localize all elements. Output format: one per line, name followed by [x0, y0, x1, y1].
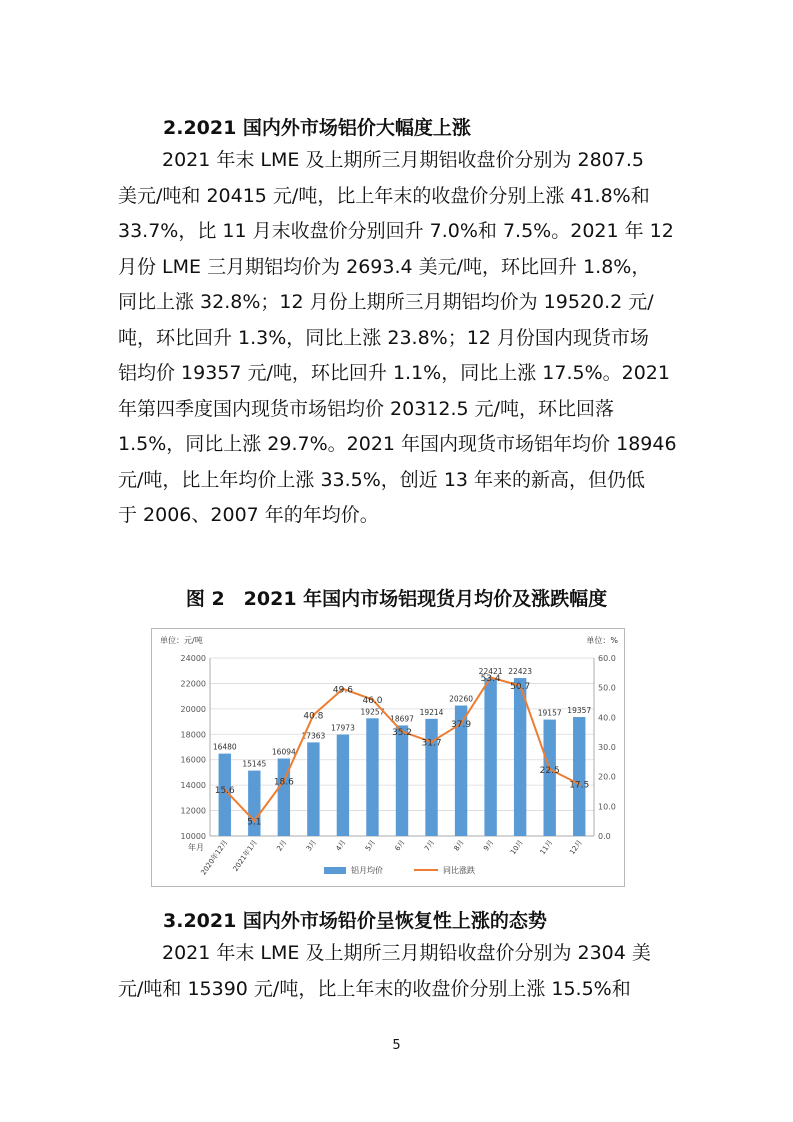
y-right-tick-label: 50.0	[598, 683, 616, 693]
page-number: 5	[392, 1038, 401, 1053]
bar-aluminum-price	[543, 720, 555, 836]
legend-label-yoy-change: 同比涨跌	[443, 866, 475, 875]
line-data-label: 17.5	[569, 780, 590, 791]
line-data-label: 49.6	[332, 685, 353, 696]
x-tick-label: 2020年12月	[199, 838, 230, 877]
x-tick-label: 2021年1月	[231, 838, 259, 873]
bar-data-label: 16480	[212, 742, 237, 752]
line-data-label: 35.2	[391, 728, 413, 739]
y-right-tick-label: 60.0	[598, 654, 616, 663]
y-right-tick-label: 10.0	[598, 802, 616, 812]
line-data-label: 53.4	[480, 674, 501, 685]
text-line: 1.5%，同比上涨 29.7%。2021 年国内现货市场铝年均价 18946	[118, 433, 677, 455]
legend-swatch-aluminum-price	[324, 867, 346, 874]
line-data-label: 50.7	[510, 682, 531, 693]
paragraph-aluminum	[118, 143, 678, 534]
y-left-unit-label: 单位：元/吨	[160, 636, 203, 645]
y-right-unit-label: 单位：%	[586, 636, 618, 645]
line-data-label: 37.9	[451, 720, 472, 731]
y-left-tick-label: 24000	[180, 654, 206, 663]
bar-aluminum-price	[484, 678, 496, 836]
bar-aluminum-price	[425, 719, 437, 836]
bar-data-label: 17363	[301, 731, 326, 741]
line-data-label: 22.5	[539, 765, 560, 776]
y-left-tick-label: 16000	[180, 755, 206, 765]
y-left-tick-label: 18000	[180, 730, 206, 740]
x-tick-label: 8月	[452, 838, 466, 853]
y-left-tick-label: 22000	[180, 679, 206, 689]
x-tick-label: 2月	[275, 838, 289, 853]
text-line: 2021 年末 LME 及上期所三月期铅收盘价分别为 2304 美	[162, 942, 651, 964]
section-heading-aluminum: 2.2021 国内外市场铝价大幅度上涨	[163, 117, 471, 139]
bar-data-label: 17973	[330, 723, 355, 733]
x-axis-prefix-label: 年月	[188, 843, 204, 852]
line-data-label: 15.6	[214, 786, 235, 797]
y-right-tick-label: 20.0	[598, 772, 616, 782]
bar-aluminum-price	[573, 717, 585, 836]
bar-data-label: 19214	[419, 707, 444, 717]
x-tick-label: 4月	[334, 838, 348, 853]
text-line: 2021 年末 LME 及上期所三月期铝收盘价分别为 2807.5	[162, 149, 644, 171]
bar-data-label: 22421	[478, 667, 503, 677]
text-line: 元/吨，比上年均价上涨 33.5%，创近 13 年来的新高，但仍低	[118, 468, 646, 491]
chart-canvas	[152, 629, 624, 886]
text-line: 于 2006、2007 年的年均价。	[118, 504, 379, 526]
text-line: 美元/吨和 20415 元/吨，比上年末的收盘价分别上涨 41.8%和	[118, 184, 650, 207]
bar-data-label: 15145	[242, 759, 267, 769]
aluminum-price-chart	[151, 628, 625, 887]
x-tick-label: 3月	[304, 838, 319, 853]
text-line: 年第四季度国内现货市场铝均价 20312.5 元/吨，环比回落	[118, 397, 615, 420]
text-line: 铝均价 19357 元/吨，环比回升 1.1%，同比上涨 17.5%。2021	[118, 362, 670, 384]
paragraph-lead	[118, 936, 678, 1007]
section-heading-lead: 3.2021 国内外市场铅价呈恢复性上涨的态势	[163, 910, 547, 932]
bar-data-label: 19357	[567, 706, 592, 716]
y-left-tick-label: 12000	[180, 806, 206, 816]
line-data-label: 18.6	[273, 777, 294, 788]
y-left-tick-label: 10000	[180, 832, 206, 841]
bar-data-label: 20260	[449, 694, 474, 704]
bar-data-label: 22423	[508, 667, 533, 677]
text-line: 同比上涨 32.8%；12 月份上期所三月期铝均价为 19520.2 元/	[118, 291, 654, 313]
y-left-tick-label: 14000	[180, 781, 206, 791]
bar-aluminum-price	[337, 735, 349, 836]
line-data-label: 5.1	[247, 817, 262, 828]
text-line: 元/吨和 15390 元/吨，比上年末的收盘价分别上涨 15.5%和	[118, 977, 631, 1000]
bar-data-label: 18697	[390, 714, 414, 724]
text-line: 吨，环比回升 1.3%，同比上涨 23.8%；12 月份国内现货市场	[118, 326, 649, 349]
figure-caption: 图 2 2021 年国内市场铝现货月均价及涨跌幅度	[185, 588, 608, 610]
bar-aluminum-price	[514, 678, 526, 836]
bar-data-label: 19157	[537, 708, 562, 718]
text-line: 月份 LME 三月期铝均价为 2693.4 美元/吨，环比回升 1.8%，	[118, 255, 651, 278]
bar-aluminum-price	[396, 725, 408, 836]
x-tick-label: 12月	[568, 838, 584, 857]
bar-data-label: 16094	[271, 747, 296, 757]
x-tick-label: 11月	[538, 838, 555, 857]
line-data-label: 40.8	[303, 711, 324, 722]
line-data-label: 46.0	[362, 696, 383, 707]
line-data-label: 31.7	[421, 738, 442, 749]
x-tick-label: 6月	[393, 838, 407, 853]
bar-aluminum-price	[366, 718, 378, 836]
y-right-tick-label: 0.0	[598, 832, 611, 841]
bar-aluminum-price	[307, 742, 319, 836]
y-left-tick-label: 20000	[180, 704, 206, 714]
legend-label-aluminum-price: 铝月均价	[351, 866, 383, 875]
x-tick-label: 7月	[423, 838, 437, 853]
bar-data-label: 19257	[360, 707, 385, 717]
text-line: 33.7%，比 11 月末收盘价分别回升 7.0%和 7.5%。2021 年 12	[118, 220, 674, 242]
x-tick-label: 5月	[363, 838, 378, 853]
x-tick-label: 10月	[509, 838, 525, 857]
y-right-tick-label: 30.0	[598, 743, 616, 752]
x-tick-label: 9月	[482, 838, 496, 853]
y-right-tick-label: 40.0	[598, 713, 616, 723]
